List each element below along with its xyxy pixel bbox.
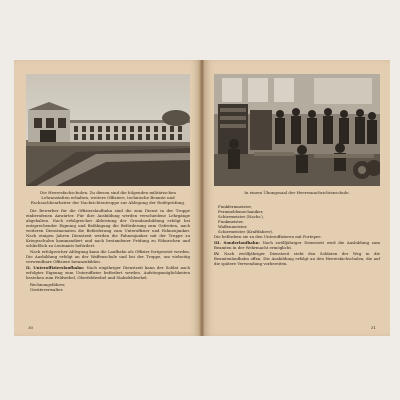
- left-list-line: Geräteverwalter.: [30, 286, 64, 292]
- left-paragraph-2: Nach erfolgreicher Ablegung kann die Laufbahn als Offizier fortgesetzt werden. Die Ausbildung erfolgt an der Waffenschule und bei der Truppe, um vielseitig verwendbare Offiziere heranzubilden.: [26, 249, 190, 265]
- right-intro-line: Die befördern sie zu den Unteroffizieren mit Portepee.: [214, 234, 322, 239]
- right-list-line: Funkfernmeister,: [218, 204, 252, 209]
- right-photo-caption: In einem Übungssaal der Heeresnachrichtenschule.: [244, 190, 350, 195]
- right-list-line: Schirrmeister (Nachr.),: [218, 214, 264, 219]
- right-section-iii: [214, 240, 380, 250]
- classroom-photo-illustration: [214, 74, 380, 186]
- building-photo-illustration: [26, 74, 190, 186]
- book-spread: [0, 60, 400, 336]
- right-photo-classroom: [214, 74, 380, 186]
- right-section-iii-text: Nach zwölfjähriger Dienstzeit wird die Ausbildung zum Beamten in der Wehrmacht ermöglicht.: [214, 240, 380, 251]
- left-page: [14, 60, 200, 336]
- left-list-line: Rechnungsführer,: [30, 281, 66, 287]
- left-section-ii-text: Nach einjähriger Dienstzeit kann der Soldat nach erfolgter Eignung zum Unteroffizier befördert werden. Aufstiegsmöglichkeiten bestehen zum Feldwebel, Oberfeldwebel und Stabsfeldwebel.: [26, 265, 190, 281]
- right-list-line: Schirrmeister (Kraftfahrer).: [218, 229, 274, 234]
- left-page-number: 30: [28, 325, 34, 330]
- right-body-text: [214, 204, 380, 268]
- left-photo-building: [26, 74, 190, 186]
- right-list-line: Fernmeldemechaniker,: [218, 209, 264, 214]
- left-section-ii: [26, 265, 190, 280]
- right-page-number: 31: [370, 325, 376, 330]
- right-page: [204, 60, 390, 336]
- left-photo-caption: Die Heeresfachschulen. Zu diesen sind die folgenden militärischen Lehranstalten erhalten, weitere Offiziere, technische Beamte und Fachsachbearbeiter der Nachrichtentruppe zur Ablegung der Reifeprüfung.: [30, 190, 186, 206]
- left-body-text: [26, 208, 190, 292]
- right-list-line: Waffenmeister,: [218, 224, 248, 229]
- right-section-iv: [214, 251, 380, 266]
- left-paragraph-1: Die Bewerber für die Offizierslaufbahn sind die zum Dienst in der Truppe einberufenen Anwärter. Für ihre Ausbildung werden verschiedene Lehrgänge abgehalten. Nach erfolgreicher Ableistung der Grundausbildung erfolgt bei entsprechender Eignung und Befähigung die Beförderung zum Gefreiten, nach weiteren Dienstmonaten die Beförderung zum Unteroffizier und Fahnenjunker. Nach einigen Jahren Dienstzeit werden die Fahnenjunker mit der Truppe zu Kriegsschulen kommandiert und nach bestandener Prüfung zu Fähnrichen und schließlich zu Leutnants befördert.: [26, 208, 190, 248]
- right-section-iv-heading: IV.: [214, 251, 220, 257]
- right-list-line: Funkmeister,: [218, 219, 244, 224]
- right-section-iv-text: Nach zwölfjähriger Dienstzeit steht den Soldaten der Weg in die Beamtenlaufbahn offen. Die Ausbildung erfolgt an den Heeresfachschulen, die auf die spätere Verwendung vorbereiten.: [214, 251, 380, 267]
- right-section-iii-heading: III. Sonderlaufbahn:: [214, 240, 260, 246]
- left-section-ii-heading: II. Unteroffizierslaufbahn:: [26, 265, 85, 271]
